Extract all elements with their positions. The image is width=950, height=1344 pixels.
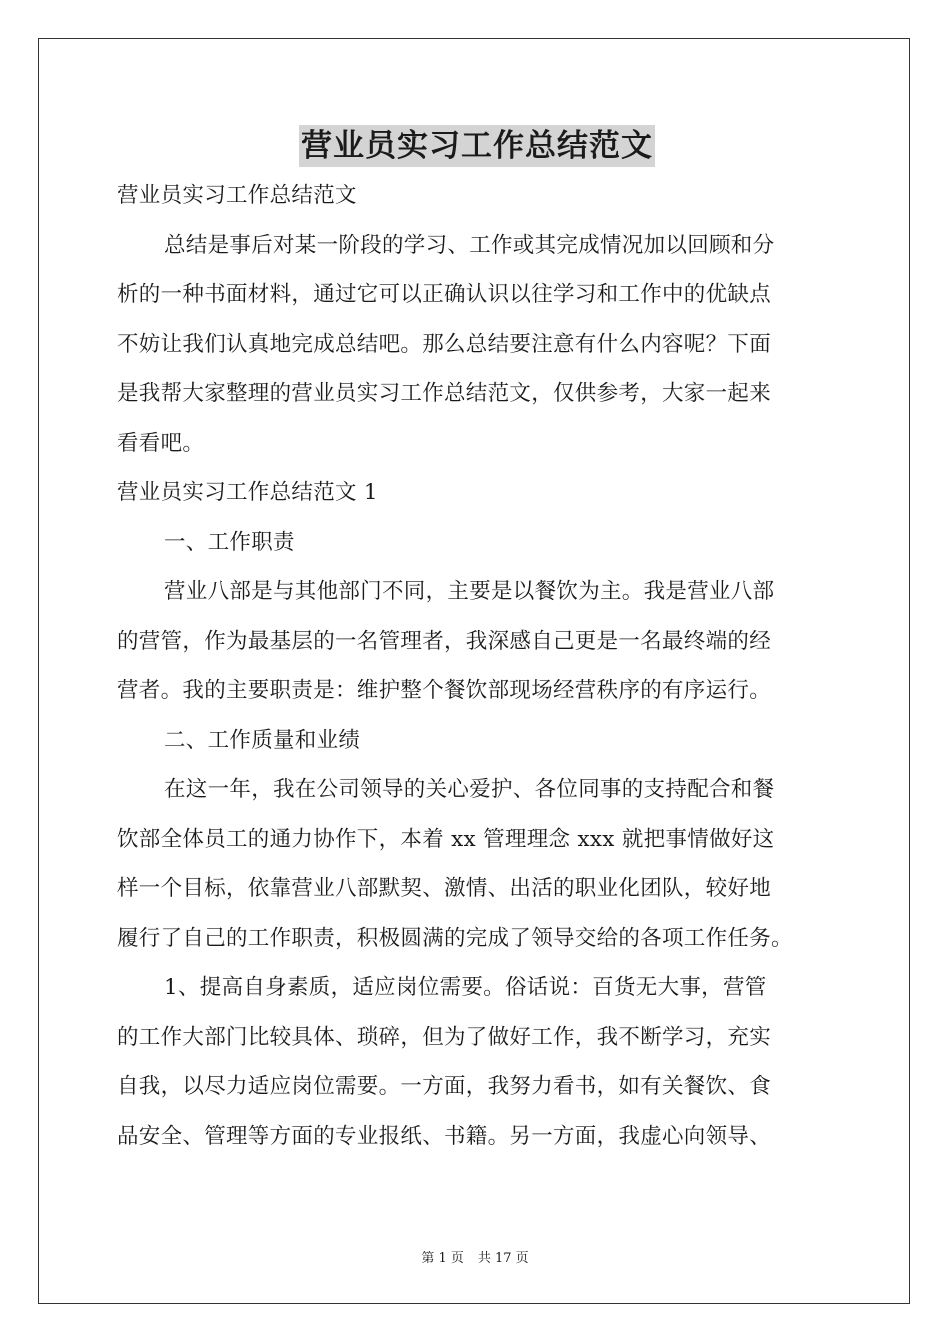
page-number: 第 1 页	[421, 1251, 464, 1266]
paragraph-line: 的营管，作为最基层的一名管理者，我深感自己更是一名最终端的经	[117, 628, 772, 654]
document-body	[117, 125, 837, 1161]
paragraph-line: 总结是事后对某一阶段的学习、工作或其完成情况加以回顾和分	[164, 232, 775, 258]
paragraph-line: 1、提高自身素质，适应岗位需要。俗话说：百货无大事，营管	[164, 975, 767, 1000]
sub-heading: 一、工作职责	[164, 529, 295, 555]
paragraph-line: 营者。我的主要职责是：维护整个餐饮部现场经营秩序的有序运行。	[117, 678, 772, 703]
paragraph-line: 的工作大部门比较具体、琐碎，但为了做好工作，我不断学习，充实	[117, 1024, 772, 1050]
paragraph-line: 营业八部是与其他部门不同，主要是以餐饮为主。我是营业八部	[164, 579, 775, 604]
paragraph-line: 是我帮大家整理的营业员实习工作总结范文，仅供参考，大家一起来	[117, 381, 772, 406]
paragraph-line: 看看吧。	[117, 430, 205, 456]
page-total: 共 17 页	[477, 1251, 529, 1266]
paragraph-line: 不妨让我们认真地完成总结吧。那么总结要注意有什么内容呢？下面	[117, 331, 772, 357]
paragraph-line: 饮部全体员工的通力协作下，本着 xx 管理理念 xxx 就把事情做好这	[117, 826, 775, 852]
page-footer	[0, 1247, 950, 1266]
sub-heading: 二、工作质量和业绩	[164, 727, 361, 753]
subtitle-line: 营业员实习工作总结范文	[117, 183, 357, 208]
paragraph-line: 样一个目标，依靠营业八部默契、激情、出活的职业化团队，较好地	[117, 876, 772, 901]
paragraph-line: 履行了自己的工作职责，积极圆满的完成了领导交给的各项工作任务。	[117, 925, 793, 951]
paragraph-line: 品安全、管理等方面的专业报纸、书籍。另一方面，我虚心向领导、	[117, 1123, 772, 1149]
document-title: 营业员实习工作总结范文	[299, 125, 655, 167]
section-heading: 营业员实习工作总结范文 1	[117, 480, 378, 505]
paragraph-line: 自我，以尽力适应岗位需要。一方面，我努力看书，如有关餐饮、食	[117, 1074, 772, 1099]
title-wrap	[117, 125, 837, 167]
paragraph-line: 在这一年，我在公司领导的关心爱护、各位同事的支持配合和餐	[164, 777, 775, 802]
paragraph-line: 析的一种书面材料，通过它可以正确认识以往学习和工作中的优缺点	[117, 282, 772, 307]
